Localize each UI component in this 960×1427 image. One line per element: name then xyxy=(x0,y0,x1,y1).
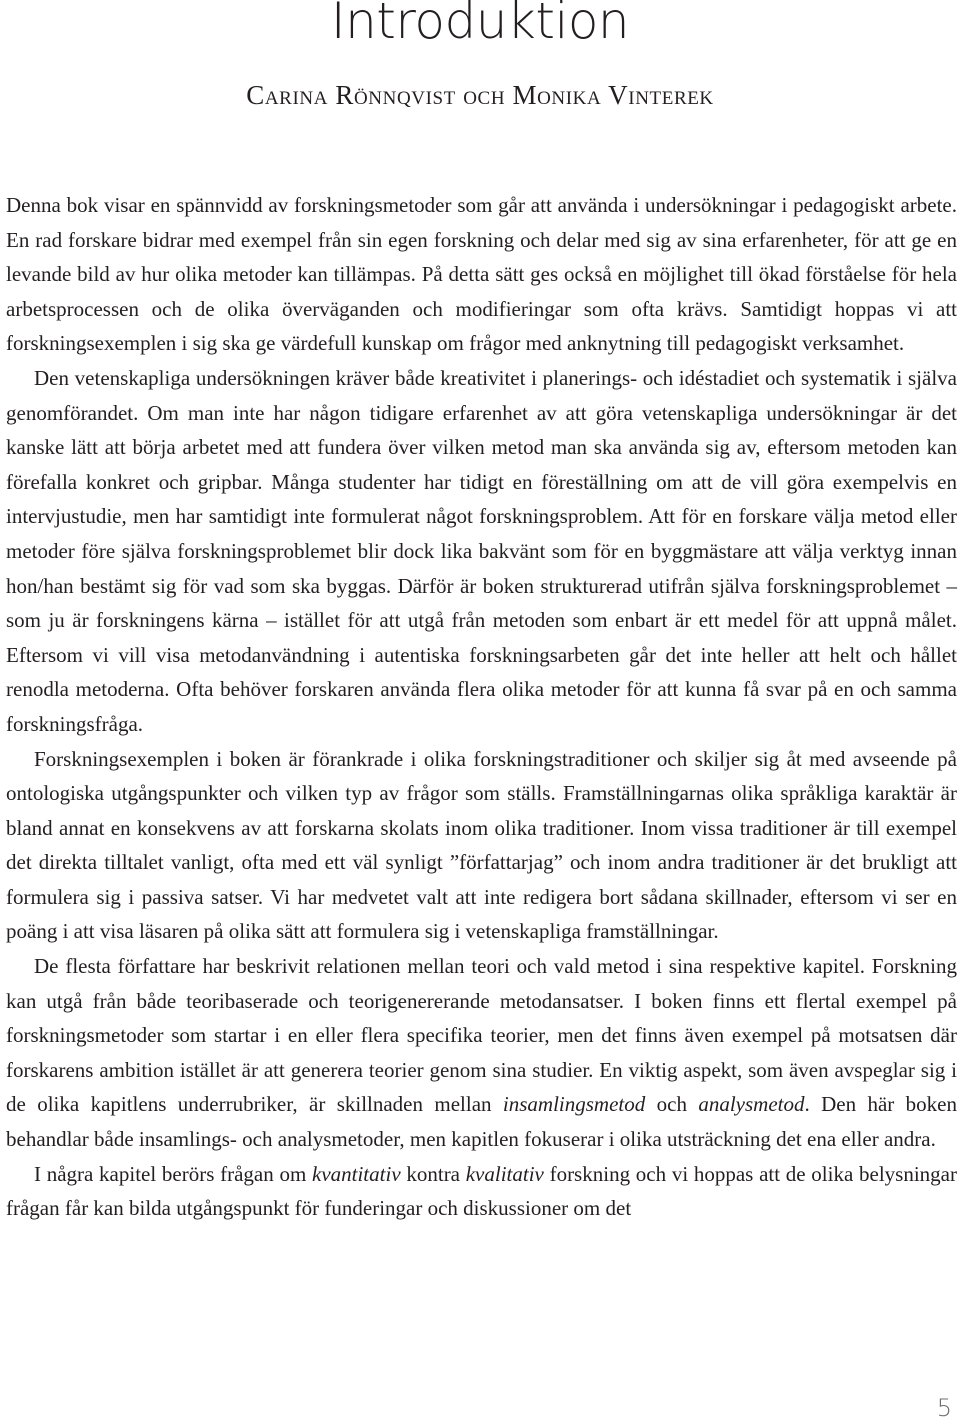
term-kvalitativ: kvalitativ xyxy=(465,1161,544,1186)
page-number: 5 xyxy=(936,1394,952,1422)
paragraph-text: Den vetenskapliga undersökningen kräver både kreativitet i planerings- och idéstadiet och systematik i själva genomförandet. Om man inte har någon tidigare erfarenhet av att göra vetenskapliga undersökningar är det kanske lätt att börja arbetet med att fundera över vilken metod man ska använda sig av, eftersom metoden kan förefalla konkret och gripbar. Många studenter har tidigt en föreställning om att de vill göra exempelvis en intervjustudie, men har samtidigt inte formulerat något forskningsproblem. Att för en forskare välja metod eller metoder före själva forskningsproblemet blir dock lika bakvänt som för en byggmästare att välja verktyg innan hon/han bestämt sig för vad som ska byggas. Därför är boken strukturerad utifrån själva forskningsproblemet – som ju är forskningens kärna – istället för att utgå från metoden som enbart är ett medel för att uppnå målet. Eftersom vi vill visa metodanvändning i autentiska forskningsarbeten går det inte heller att helt och hållet renodla metoderna. Ofta behöver forskaren använda flera olika metoder för att kunna få svar på en och samma forskningsfråga. xyxy=(6,365,957,736)
paragraph-text: De flesta författare har beskrivit relationen mellan teori och vald metod i sina respektive kapitel. Forskning kan utgå från både teoribaserade och teorigenererande metodansatser. I boken finns ett flertal exempel på forskningsmetoder som startar i en eller flera specifika teorier, men det finns även exempel på motsatsen där forskarens ambition istället är att generera teorier genom sina studier. En viktig aspekt, som även avspeglar sig i de olika kapitlens underrubriker, är skillnaden mellan xyxy=(6,954,957,1117)
paragraph-text: I några kapitel berörs frågan om xyxy=(34,1161,312,1186)
paragraph-4 xyxy=(6,949,957,1157)
paragraph-text: Forskningsexemplen i boken är förankrade i olika forskningstraditioner och skiljer sig åt med avseende på ontologiska utgångspunkter och vilken typ av frågor som ställs. Framställningarnas olika språkliga karaktär är bland annat en konsekvens av att forskarna skolats inom olika traditioner. Inom vissa traditioner är till exempel det direkta tilltalet vanligt, ofta med ett väl synligt ”författarjag” och inom andra traditioner är det brukligt att formulera sig i passiva satser. Vi har medvetet valt att inte redigera bort sådana skillnader, eftersom vi ser en poäng i att visa läsaren på olika sätt att formulera sig i vetenskapliga framställningar. xyxy=(6,746,957,944)
paragraph-text: forskning och vi hoppas att de olika belysningar frågan får kan bilda utgångspunkt för funderingar och diskussioner om det xyxy=(6,1161,957,1221)
term-insamlingsmetod: insamlingsmetod xyxy=(502,1092,646,1117)
chapter-body xyxy=(6,188,957,1226)
paragraph-text: och xyxy=(645,1092,699,1117)
paragraph-text: Denna bok visar en spännvidd av forskningsmetoder som går att använda i undersökningar i pedagogiskt arbete. En rad forskare bidrar med exempel från sin egen forskning och delar med sig av sina erfarenheter, för att ge en levande bild av hur olika metoder kan tillämpas. På detta sätt ges också en möjlighet till ökad förståelse för hela arbetsprocessen och de olika överväganden och modifieringar som ofta krävs. Samtidigt hoppas vi att forskningsexemplen i sig ska ge värdefull kunskap om frågor med anknytning till pedagogiskt verksamhet. xyxy=(6,193,957,356)
paragraph-text: kontra xyxy=(400,1161,466,1186)
paragraph-2 xyxy=(6,361,957,742)
term-kvantitativ: kvantitativ xyxy=(312,1161,401,1186)
paragraph-text: . Den här boken behandlar både insamlings- och analysmetoder, men kapitlen fokuserar i olika utsträckning det ena eller andra. xyxy=(6,1092,957,1152)
paragraph-3 xyxy=(6,742,957,950)
paragraph-5 xyxy=(6,1157,957,1226)
chapter-title: Introduktion xyxy=(330,0,630,50)
paragraph-1 xyxy=(6,188,957,361)
chapter-authors: Carina Rönnqvist och Monika Vinterek xyxy=(246,80,714,110)
term-analysmetod: analysmetod xyxy=(698,1092,805,1117)
